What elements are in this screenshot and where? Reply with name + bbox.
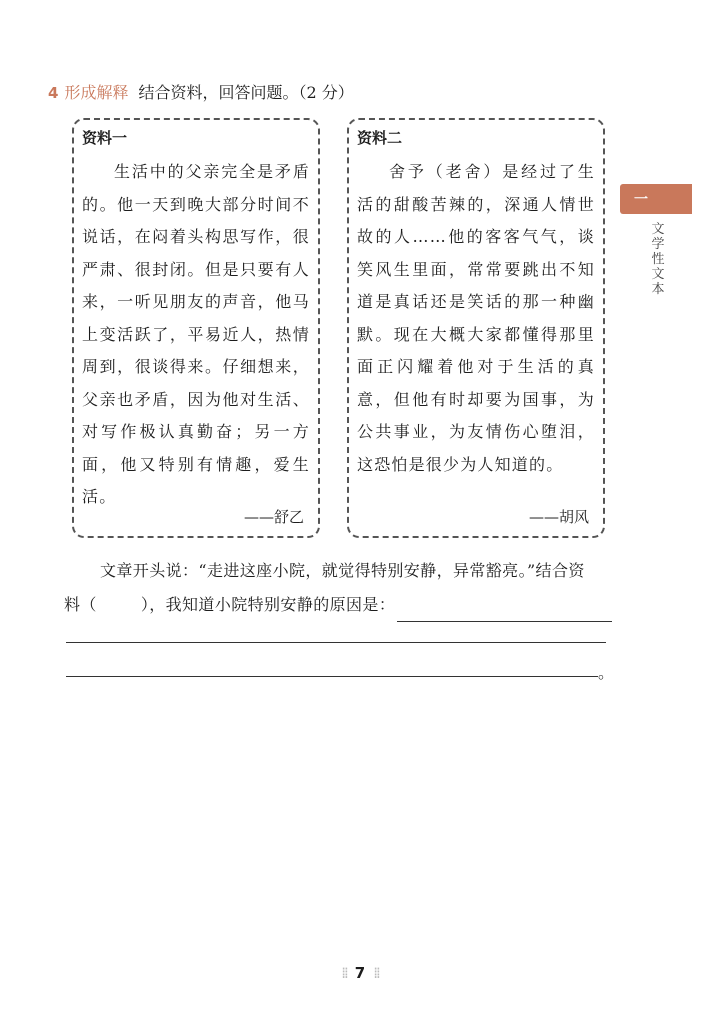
task-text-end: ），我知道小院特别安静的原因是： [140, 595, 396, 614]
task-question-text: 文章开头说：“走进这座小院，就觉得特别安静，异常豁亮。”结合资 [100, 561, 585, 580]
task-text-start: 料（ [64, 595, 97, 614]
section-tab-label: 文学性文本 [651, 222, 665, 297]
task-line-1 [64, 554, 612, 588]
question-type-label: 形成解释 [64, 83, 129, 102]
material-two-body: 舍予（老舍）是经过了生活的甜酸苦辣的，深通人情世故的人……他的客客气气，谈笑风生里面，常常要跳出不知道是真话还是笑话的那一种幽默。现在大概大家都懂得那里面正闪耀着他对于生活的真意，但他有时却要为国事，为公共事业，为友情伤心堕泪，这恐怕是很少为人知道的。 [357, 162, 595, 474]
material-one-box [72, 118, 320, 538]
task-paragraph [64, 554, 612, 622]
answer-line-3[interactable] [66, 676, 598, 677]
material-one-author: ——舒乙 [243, 508, 304, 526]
material-two-author: ——胡风 [528, 508, 589, 526]
material-two-title: 资料二 [357, 129, 403, 147]
task-line-2 [64, 588, 612, 622]
question-prompt: 结合资料，回答问题。（2 分） [138, 83, 354, 102]
question-header [48, 80, 354, 106]
material-one-title: 资料一 [82, 129, 128, 147]
page-decoration-right: ⁞⁞ [373, 964, 379, 982]
answer-line-1[interactable] [397, 598, 612, 622]
material-two-box [347, 118, 605, 538]
page-decoration-left: ⁞⁞ [341, 964, 347, 982]
page-number-value: 7 [354, 964, 366, 982]
section-tab [620, 184, 692, 214]
section-tab-mark: 一 [634, 192, 648, 208]
question-number: 4 [48, 84, 59, 102]
answer-line-2[interactable] [66, 642, 606, 643]
answer-end-mark: 。 [598, 663, 615, 682]
page-number [0, 964, 720, 982]
material-one-body: 生活中的父亲完全是矛盾的。他一天到晚大部分时间不说话，在闷着头构思写作，很严肃、很封闭。但是只要有人来，一听见朋友的声音，他马上变活跃了，平易近人，热情周到，很谈得来。仔细想来，父亲也矛盾，因为他对生活、对写作极认真勤奋；另一方面，他又特别有情趣，爱生活。 [82, 162, 310, 506]
